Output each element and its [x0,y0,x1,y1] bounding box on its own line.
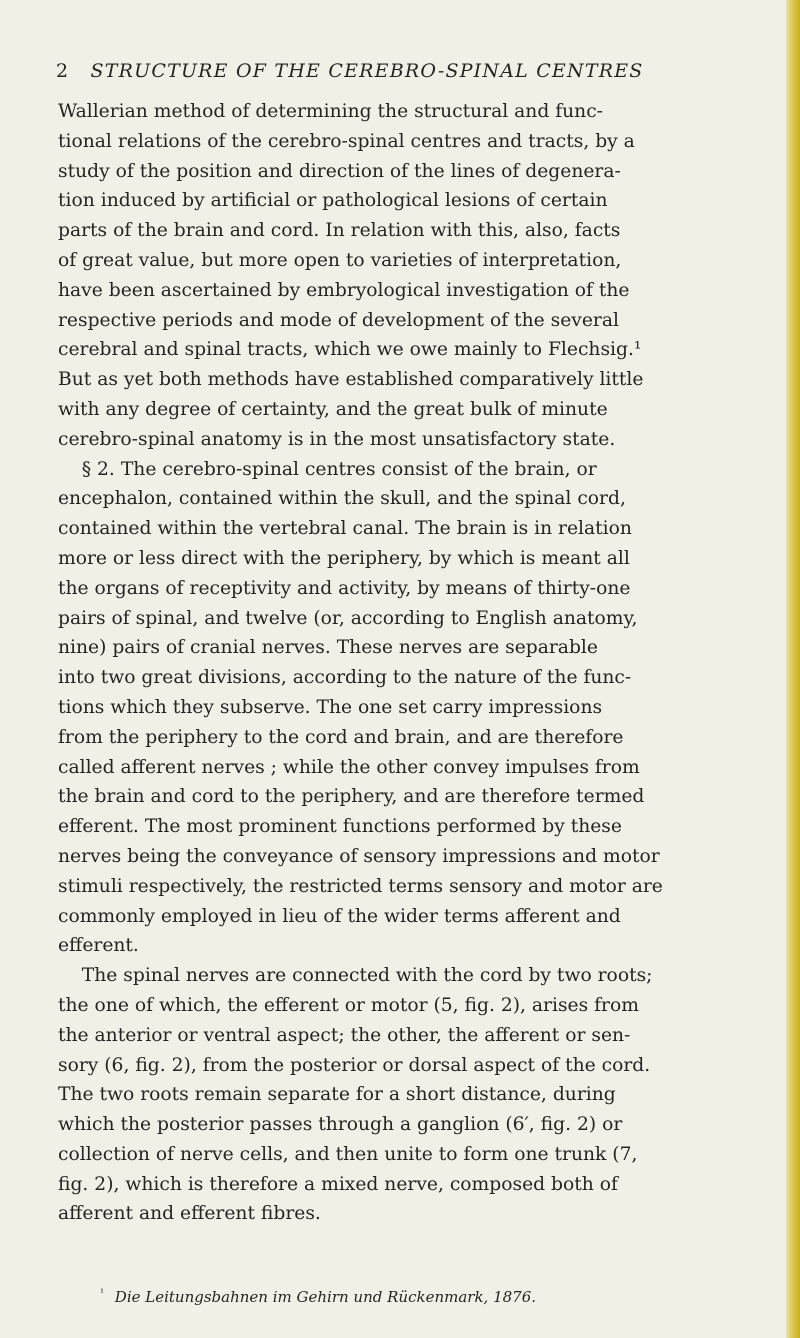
text-line: encephalon, contained within the skull, and the spinal cord, [58,488,626,510]
text-line: the one of which, the efferent or motor (5, fig. 2), arises from [58,994,639,1016]
text-line: contained within the vertebral canal. The brain is in relation [58,518,632,540]
text-line: the anterior or ventral aspect; the other, the afferent or sen- [58,1024,631,1046]
text-line: sory (6, fig. 2), from the posterior or dorsal aspect of the cord. [58,1054,651,1076]
text-line: the organs of receptivity and activity, by means of thirty-one [58,577,631,599]
text-line: nine) pairs of cranial nerves. These nerves are separable [58,637,598,659]
text-line: efferent. The most prominent functions performed by these [58,816,622,838]
text-line: But as yet both methods have established comparatively little [58,369,644,391]
text-line: the brain and cord to the periphery, and are therefore termed [58,786,645,808]
text-line: pairs of spinal, and twelve (or, according to English anatomy, [58,607,638,629]
text-line: The spinal nerves are connected with the cord by two roots; [58,965,653,987]
text-line: parts of the brain and cord. In relation with this, also, facts [58,220,621,242]
text-line: cerebral and spinal tracts, which we owe mainly to Flechsig.¹ [58,339,642,361]
text-line: of great value, but more open to varieties of interpretation, [58,249,622,271]
text-line: stimuli respectively, the restricted terms sensory and motor are [58,875,663,897]
text-line: with any degree of certainty, and the great bulk of minute [58,398,608,420]
footnote-marker: ¹ [100,1288,105,1299]
text-line: tional relations of the cerebro-spinal centres and tracts, by a [58,130,635,152]
text-line: commonly employed in lieu of the wider terms afferent and [58,905,621,927]
text-line: afferent and efferent fibres. [58,1203,321,1225]
body-text [58,97,766,1229]
page-number: 2 [56,60,70,82]
text-line: tions which they subserve. The one set carry impressions [58,696,603,718]
text-line: more or less direct with the periphery, by which is meant all [58,547,630,569]
text-line: from the periphery to the cord and brain, and are therefore [58,726,624,748]
text-line: tion induced by artificial or pathological lesions of certain [58,190,608,212]
page-gilt-edge [786,0,800,1338]
text-line: fig. 2), which is therefore a mixed nerve, composed both of [58,1173,618,1195]
text-line: efferent. [58,935,139,957]
text-line: called afferent nerves ; while the other convey impulses from [58,756,640,778]
text-line: collection of nerve cells, and then unite to form one trunk (7, [58,1143,638,1165]
text-line: study of the position and direction of the lines of degenera- [58,160,621,182]
text-line: respective periods and mode of development of the several [58,309,619,331]
text-line: Wallerian method of determining the structural and func- [58,101,603,122]
text-line: nerves being the conveyance of sensory impressions and motor [58,845,660,867]
text-line: which the posterior passes through a ganglion (6′, fig. 2) or [58,1114,623,1136]
text-line: into two great divisions, according to the nature of the func- [58,667,632,689]
footnote-text: Die Leitungsbahnen im Gehirn und Rückenmark, 1876. [114,1288,537,1306]
running-header [56,60,756,82]
text-line: have been ascertained by embryological investigation of the [58,279,630,301]
text-line: The two roots remain separate for a short distance, during [58,1084,616,1106]
text-line: § 2. The cerebro-spinal centres consist of the brain, or [58,458,597,480]
footnote [100,1288,760,1306]
running-title: STRUCTURE OF THE CEREBRO-SPINAL CENTRES [90,60,644,82]
text-line: cerebro-spinal anatomy is in the most unsatisfactory state. [58,428,616,450]
